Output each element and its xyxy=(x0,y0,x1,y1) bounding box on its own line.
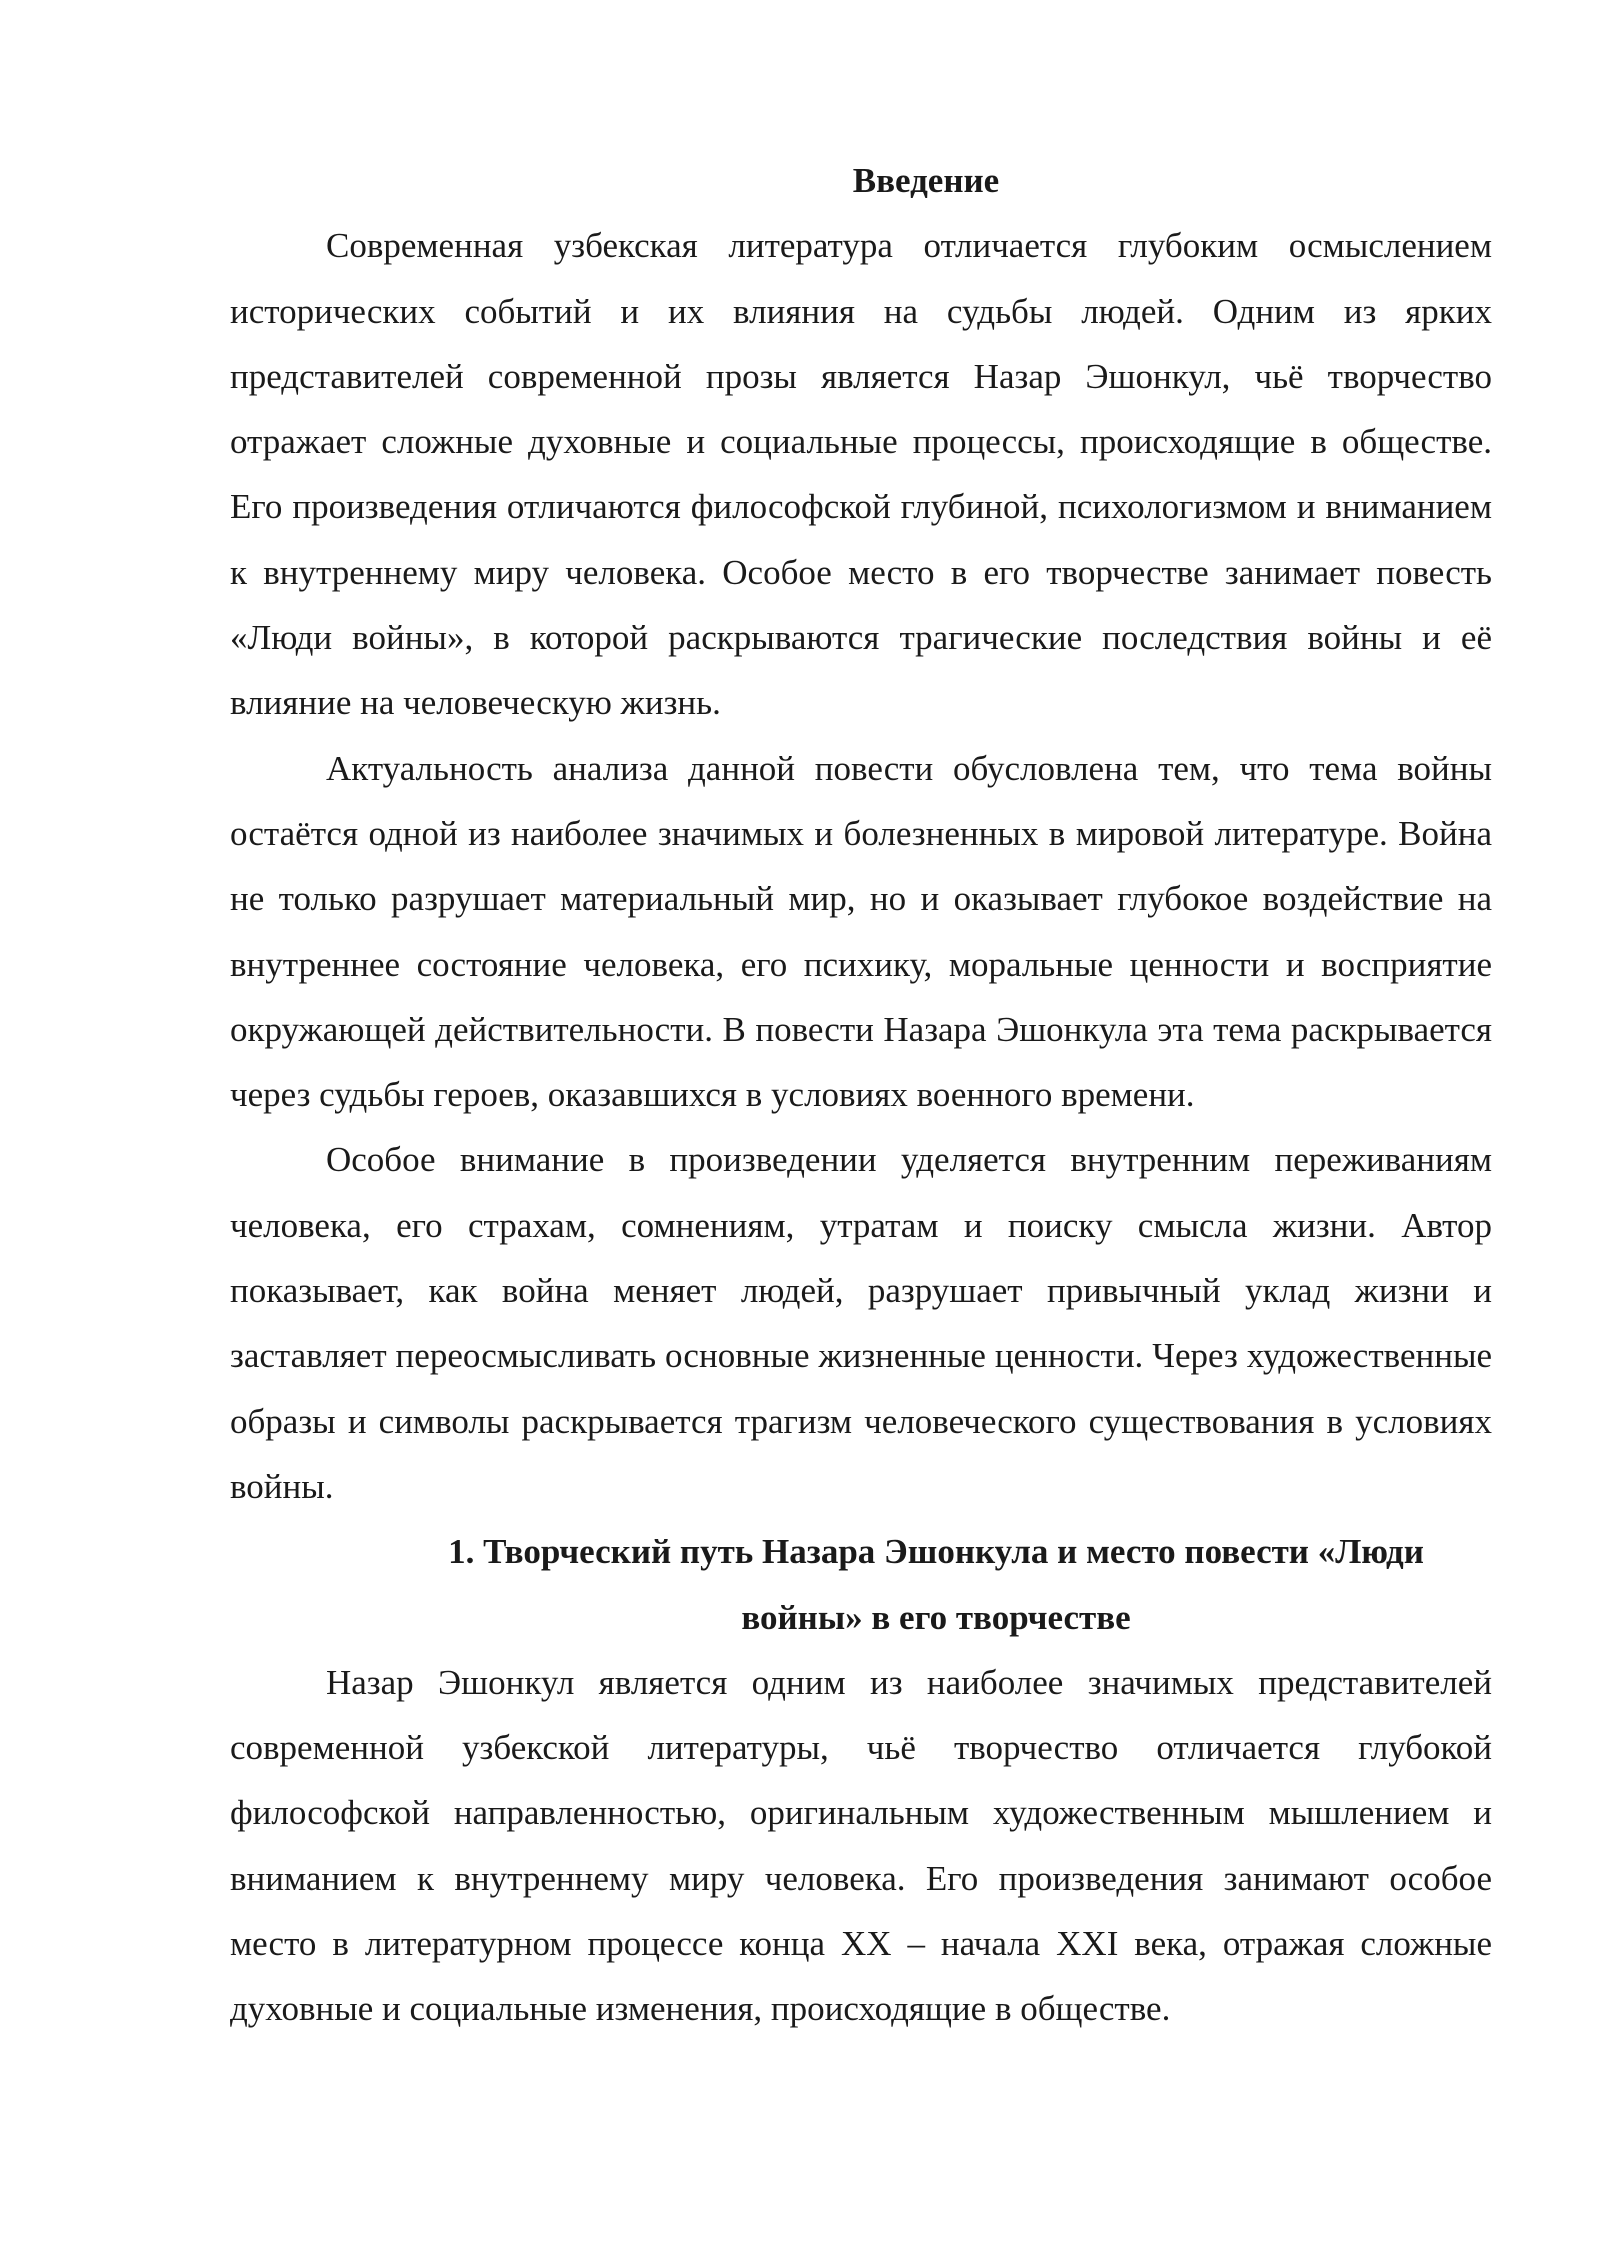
section-1-heading-line-2: войны» в его творчестве xyxy=(741,1597,1131,1637)
section-1-heading xyxy=(230,1519,1492,1650)
intro-heading: Введение xyxy=(852,161,1000,200)
document-body xyxy=(230,148,1492,2042)
section-1-paragraph: Назар Эшонкул является одним из наиболее значимых представителей современной узбекской литературы, чьё творчество отличается глубокой философской направленностью, оригинальным художественным мышлением и вниманием к внутреннему миру человека. Его произведения занимают особое место в литературном процессе конца XX – начала XXI века, отражая сложные духовные и социальные изменения, происходящие в обществе. xyxy=(230,1662,1492,2029)
intro-paragraph-2: Актуальность анализа данной повести обусловлена тем, что тема войны остаётся одной из наиболее значимых и болезненных в мировой литературе. Война не только разрушает материальный мир, но и оказывает глубокое воздействие на внутреннее состояние человека, его психику, моральные ценности и восприятие окружающей действительности. В повести Назара Эшонкула эта тема раскрывается через судьбы героев, оказавшихся в условиях военного времени. xyxy=(230,748,1492,1115)
intro-paragraph-3: Особое внимание в произведении уделяется внутренним переживаниям человека, его страхам, сомнениям, утратам и поиску смысла жизни. Автор показывает, как война меняет людей, разрушает привычный уклад жизни и заставляет переосмысливать основные жизненные ценности. Через художественные образы и символы раскрывается трагизм человеческого существования в условиях войны. xyxy=(230,1140,1492,1506)
section-1-heading-line-1: 1. Творческий путь Назара Эшонкула и место повести «Люди xyxy=(448,1532,1424,1572)
intro-paragraph-1: Современная узбекская литература отличается глубоким осмыслением исторических событий и их влияния на судьбы людей. Одним из ярких представителей современной прозы является Назар Эшонкул, чьё творчество отражает сложные духовные и социальные процессы, происходящие в обществе. Его произведения отличаются философской глубиной, психологизмом и вниманием к внутреннему миру человека. Особое место в его творчестве занимает повесть «Люди войны», в которой раскрываются трагические последствия войны и её влияние на человеческую жизнь. xyxy=(230,226,1492,723)
